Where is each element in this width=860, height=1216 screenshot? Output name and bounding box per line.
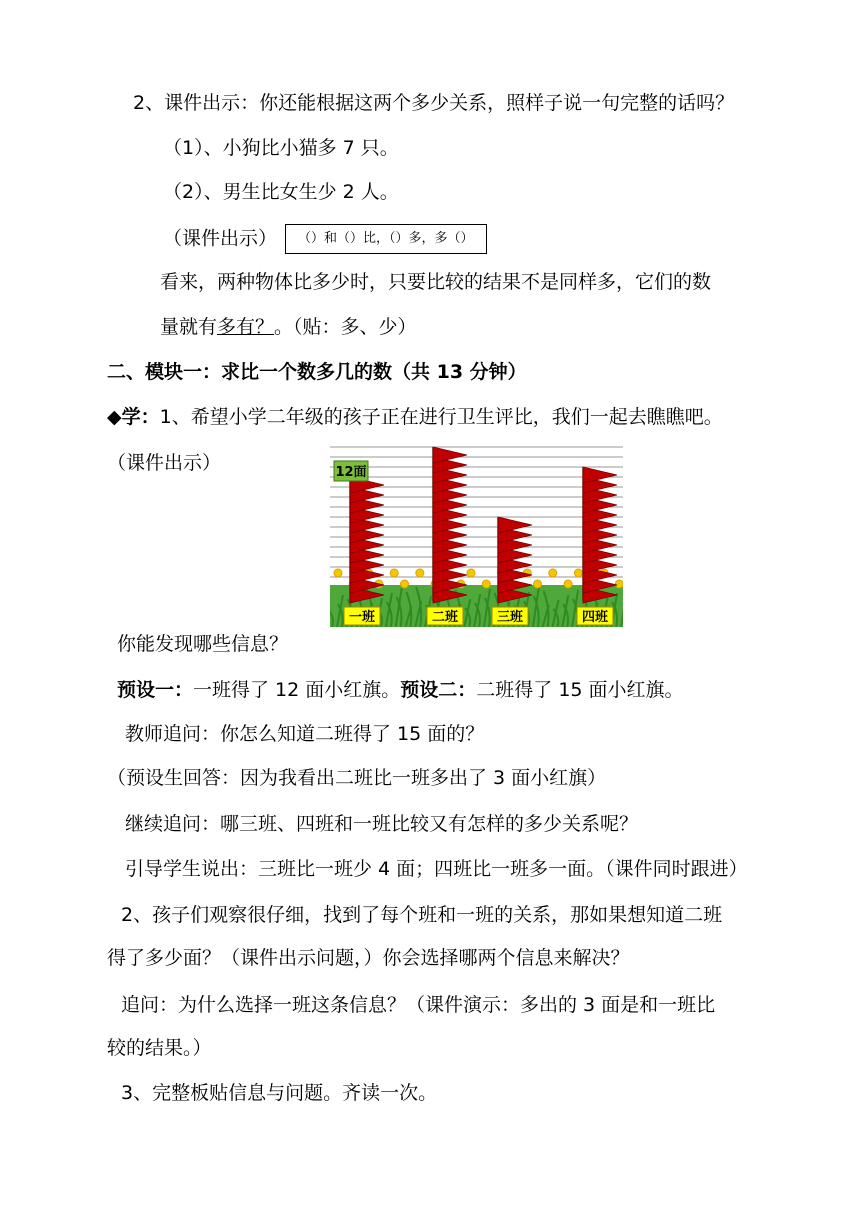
conclusion-blank: 多有？ [217,316,275,338]
preset2-label: 预设二： [400,679,477,701]
red-flag-chart [330,435,623,627]
flower [564,580,572,588]
conclusion-line-1: 看来，两种物体比多少时，只要比较的结果不是同样多，它们的数 [160,271,712,293]
example-2: （2）、男生比女生少 2 人。 [163,181,399,203]
item-3: 3、完整板贴信息与问题。齐读一次。 [121,1082,438,1104]
item-2b: 得了多少面？（课件出示问题，）你会选择哪两个信息来解决？ [107,947,630,969]
example-1: （1）、小狗比小猫多 7 只。 [163,137,399,159]
class-label: 四班 [581,610,609,625]
continue-question: 继续追问：哪三班、四班和一班比较又有怎样的多少关系呢？ [125,813,639,835]
learn-label: ◆学： [107,406,160,428]
item-2c: 追问：为什么选择一班这条信息？（课件演示：多出的 3 面是和一班比 [121,994,716,1016]
learn-line [107,405,723,429]
student-answer: （预设生回答：因为我看出二班比一班多出了 3 面小红旗） [107,767,607,789]
flower [390,569,398,577]
learn-text: 1、希望小学二年级的孩子正在进行卫生评比，我们一起去瞧瞧吧。 [159,406,723,428]
info-question: 你能发现哪些信息？ [117,633,289,655]
flower [534,580,542,588]
preset1-text: 一班得了 12 面小红旗。 [193,679,401,701]
flower [549,569,557,577]
flower [416,569,424,577]
template-row [163,224,487,254]
flower [482,580,490,588]
conclusion-line-2 [160,315,417,339]
flower [401,580,409,588]
class-label: 二班 [431,610,459,625]
flower [467,569,475,577]
conclusion-text: 量就有 [160,316,218,338]
flower [334,569,342,577]
sentence-template-box: （）和（）比，（）多，多（） [285,224,487,254]
guide-line: 引导学生说出：三班比一班少 4 面；四班比一班多一面。（课件同时跟进） [125,858,748,880]
teacher-followup: 教师追问：你怎么知道二班得了 15 面的？ [125,723,485,745]
preset2-text: 二班得了 15 面小红旗。 [476,679,684,701]
preset-line [117,678,684,702]
show-label: （课件出示） [163,227,278,250]
item-2d: 较的结果。） [107,1037,212,1059]
class-label: 三班 [496,610,524,625]
flower [574,569,582,577]
item-2-prompt: 2、课件出示：你还能根据这两个多少关系，照样子说一句完整的话吗？ [133,92,735,114]
preset1-label: 预设一： [117,679,194,701]
annotation-label: 12面 [335,465,367,480]
conclusion-paste: 。（贴：多、少） [274,316,417,338]
section-heading: 二、模块一：求比一个数多几的数（共 13 分钟） [107,361,527,383]
item-2a: 2、孩子们观察很仔细，找到了每个班和一班的关系，那如果想知道二班 [121,904,723,926]
flower [615,580,623,588]
show-label-2: （课件出示） [107,452,222,474]
class-label: 一班 [348,610,376,625]
